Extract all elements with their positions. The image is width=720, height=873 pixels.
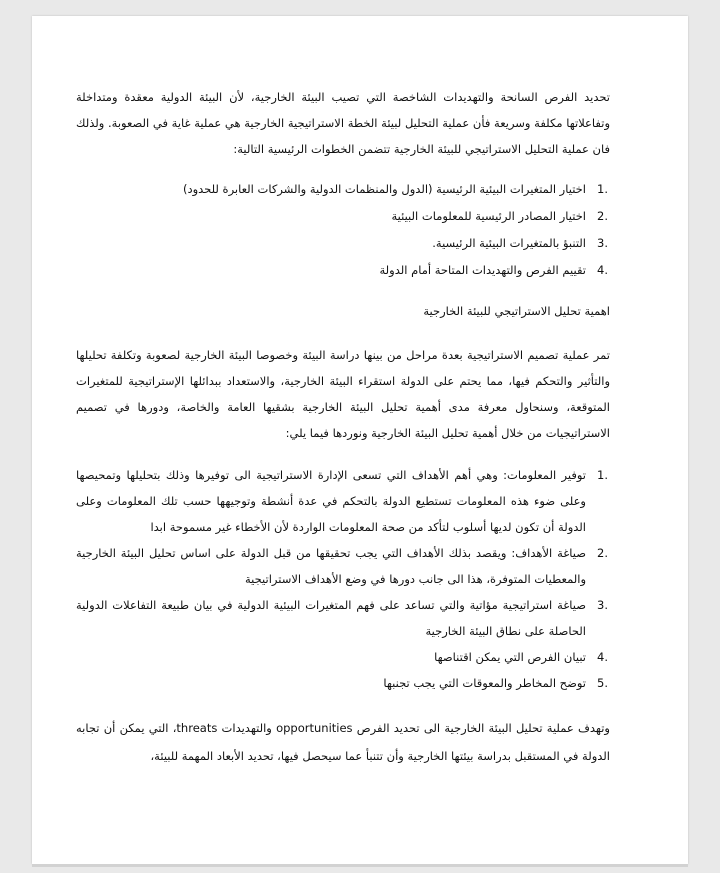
list-item-text: اختيار المتغيرات البيئية الرئيسية (الدول والمنظمات الدولية والشركات العابرة للحدود) <box>182 182 586 196</box>
list-item-text: صياغة الأهداف: ويقصد بذلك الأهداف التي يجب تحقيقها من قبل الدولة على اساس تحليل البيئة الخارجية والمعطيات المتوفرة، هذا الى جانب دورها في وضع الأهداف الاستراتيجية <box>76 546 586 586</box>
list-number: 1. <box>597 182 608 196</box>
list-number: 3. <box>597 236 608 250</box>
importance-list <box>76 462 610 696</box>
analysis-steps-list <box>76 176 610 284</box>
list-item <box>76 670 608 696</box>
list-number: 1. <box>597 468 608 482</box>
list-number: 3. <box>597 598 608 612</box>
list-item <box>76 592 608 644</box>
list-item-text: تبيان الفرص التي يمكن اقتناصها <box>434 650 586 664</box>
list-item <box>76 230 608 257</box>
list-number: 5. <box>597 676 608 690</box>
page-shadow <box>32 864 688 867</box>
list-number: 4. <box>597 650 608 664</box>
list-item-text: توفير المعلومات: وهي أهم الأهداف التي تسعى الإدارة الاستراتيجية الى توفيرها وذلك بتحليلها وتمحيصها وعلى ضوء هذه المعلومات تستطيع الدولة بالتحكم في عدة أنشطة وتوجيهها حسب تلك المعلومات وعلى الدولة أن تكون لديها أسلوب لتأكد من صحة المعلومات الواردة لأن الأخطاء غير مسموحة ابدا <box>76 468 586 534</box>
list-item-text: صياغة استراتيجية مؤاتية والتي تساعد على فهم المتغيرات البيئية الدولية في بيان طبيعة التفاعلات الدولية الحاصلة على نطاق البيئة الخارجية <box>76 598 586 638</box>
list-item-text: توضح المخاطر والمعوقات التي يجب تجنبها <box>383 676 586 690</box>
list-item <box>76 540 608 592</box>
list-item <box>76 462 608 540</box>
list-item-text: التنبؤ بالمتغيرات البيئية الرئيسية. <box>432 236 586 250</box>
list-item <box>76 257 608 284</box>
list-item <box>76 176 608 203</box>
section-heading: اهمية تحليل الاستراتيجي للبيئة الخارجية <box>423 304 610 318</box>
list-item-text: تقييم الفرص والتهديدات المتاحة أمام الدولة <box>379 263 586 277</box>
closing-paragraph: وتهدف عملية تحليل البيئة الخارجية الى تحديد الفرص opportunities والتهديدات threats، التي يمكن أن تجابه الدولة في المستقبل بدراسة بيئتها الخارجية وأن تتنبأ عما سيحصل فيها، تحديد الأبعاد المهمة للبيئة، <box>76 721 610 763</box>
list-number: 2. <box>597 209 608 223</box>
list-number: 4. <box>597 263 608 277</box>
list-item-text: اختيار المصادر الرئيسية للمعلومات البيئية <box>391 209 586 223</box>
list-item <box>76 644 608 670</box>
intro-paragraph: تحديد الفرص السانحة والتهديدات الشاخصة التي تصيب البيئة الخارجية، لأن البيئة الدولية معقدة ومتداخلة وتفاعلاتها مكلفة وسريعة فأن عملية التحليل لبيئة الخطة الاستراتيجية الخارجية هي عملية غاية في الصعوبة. ولذلك فان عملية التحليل الاستراتيجي للبيئة الخارجية تتضمن الخطوات الرئيسية التالية: <box>76 90 610 156</box>
list-number: 2. <box>597 546 608 560</box>
second-paragraph: تمر عملية تصميم الاستراتيجية بعدة مراحل من بينها دراسة البيئة وخصوصا البيئة الخارجية لصعوبة وتكلفة تحليلها والتأثير والتحكم فيها، مما يحتم على الدولة استقراء البيئة الخارجية، والاستعداد ببدائلها الإستراتيجية للمتغيرات المتوقعة، وسنحاول معرفة مدى أهمية تحليل البيئة الخارجية بشقيها العامة والخاصة، ودورها في تصميم الاستراتيجيات من خلال أهمية تحليل البيئة الخارجية ونوردها فيما يلي: <box>76 348 610 440</box>
document-body <box>76 84 610 770</box>
list-item <box>76 203 608 230</box>
